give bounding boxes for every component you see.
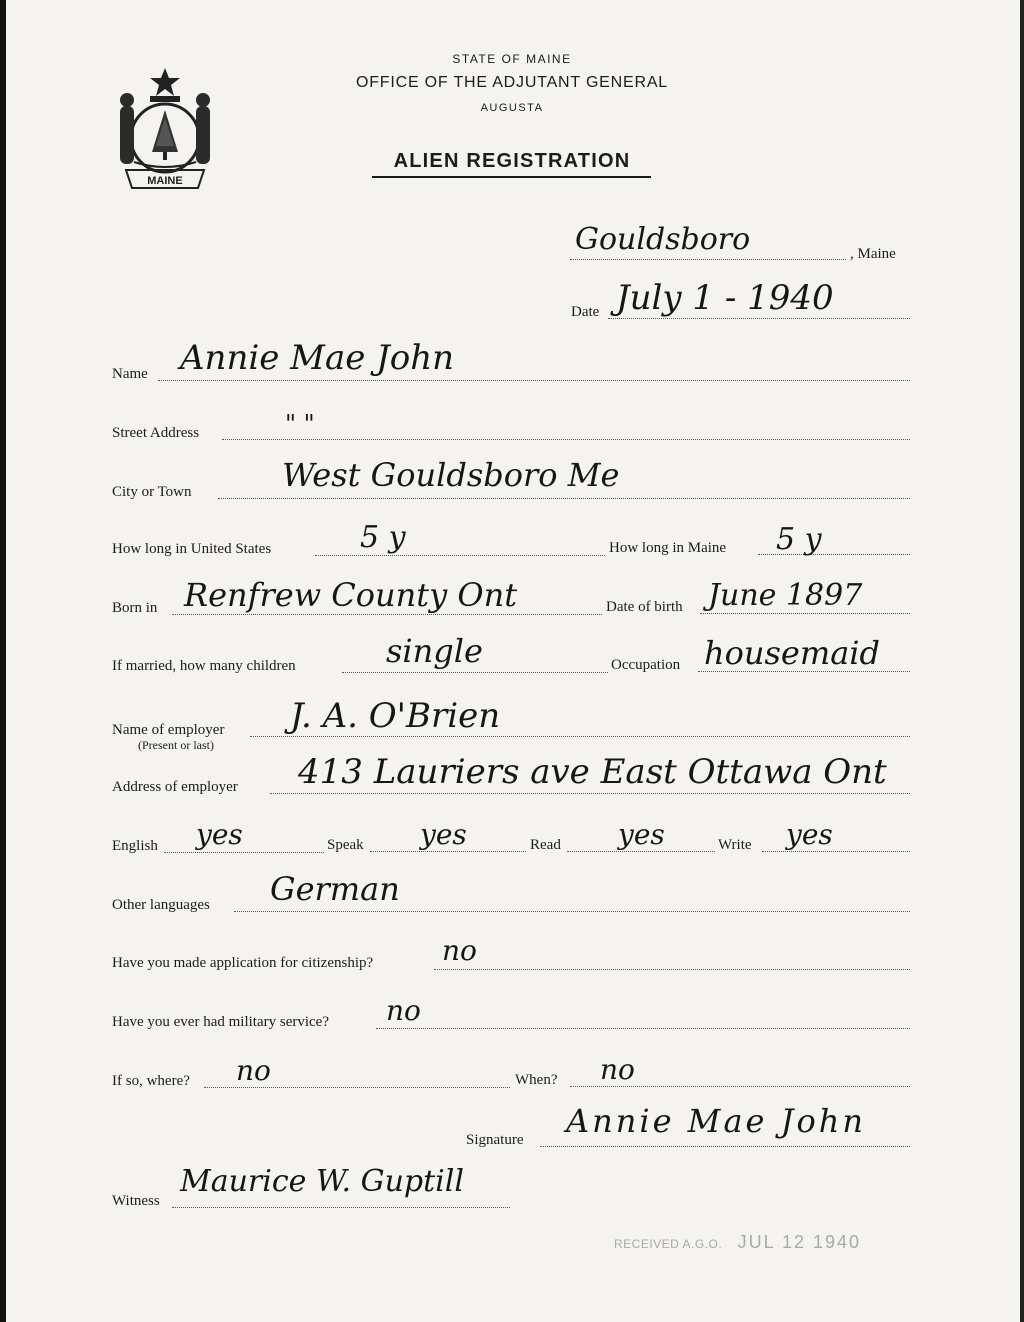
- name-line: [158, 380, 910, 381]
- street-value: " ": [285, 410, 315, 438]
- speak-label: Speak: [327, 837, 364, 853]
- read-value: yes: [618, 818, 665, 851]
- witness-line: [172, 1207, 510, 1208]
- dob-value: June 1897: [708, 578, 863, 613]
- write-label: Write: [718, 837, 752, 853]
- employer-value: J. A. O'Brien: [290, 696, 501, 736]
- employer-address-label: Address of employer: [112, 779, 238, 795]
- long-maine-label: How long in Maine: [609, 540, 727, 556]
- english-label: English: [112, 838, 158, 854]
- speak-line: [370, 851, 526, 852]
- town-line: [570, 259, 846, 260]
- read-label: Read: [530, 837, 561, 853]
- witness-label: Witness: [112, 1193, 160, 1209]
- other-lang-label: Other languages: [112, 897, 210, 913]
- city-value: West Gouldsboro Me: [282, 456, 620, 494]
- long-us-value: 5 y: [360, 520, 406, 555]
- header-office: OFFICE OF THE ADJUTANT GENERAL: [355, 74, 669, 91]
- city-line: [218, 498, 910, 499]
- title-underline: [372, 176, 651, 178]
- occupation-label: Occupation: [611, 657, 681, 673]
- speak-value: yes: [420, 818, 467, 851]
- citizenship-line: [434, 969, 910, 970]
- header-city: AUGUSTA: [480, 102, 544, 114]
- long-maine-value: 5 y: [776, 522, 822, 557]
- name-value: Annie Mae John: [180, 338, 455, 378]
- born-label: Born in: [112, 600, 158, 616]
- english-line: [164, 852, 324, 853]
- seal-text: MAINE: [147, 175, 183, 187]
- write-value: yes: [786, 818, 833, 851]
- employer-note: (Present or last): [138, 738, 214, 752]
- name-label: Name: [112, 366, 148, 382]
- received-stamp: [614, 1232, 861, 1253]
- signature-label: Signature: [466, 1132, 524, 1148]
- english-value: yes: [196, 818, 243, 851]
- citizenship-label: Have you made application for citizenship?: [112, 955, 374, 971]
- citizenship-value: no: [442, 934, 477, 967]
- signature-value: Annie Mae John: [566, 1102, 866, 1140]
- where-value: no: [236, 1054, 271, 1087]
- employer-address-value: 413 Lauriers ave East Ottawa Ont: [298, 752, 887, 792]
- write-line: [762, 851, 910, 852]
- employer-label: Name of employer: [112, 722, 225, 738]
- date-line: [608, 318, 910, 319]
- military-label: Have you ever had military service?: [112, 1014, 329, 1030]
- other-lang-value: German: [270, 870, 400, 908]
- military-value: no: [386, 994, 421, 1027]
- children-line: [342, 672, 608, 673]
- long-us-label: How long in United States: [112, 541, 272, 557]
- when-value: no: [600, 1053, 635, 1086]
- stamp-date: JUL 12 1940: [737, 1232, 862, 1252]
- date-label: Date: [571, 304, 600, 320]
- signature-line: [540, 1146, 910, 1147]
- maine-label: , Maine: [850, 246, 896, 262]
- employer-address-line: [270, 793, 910, 794]
- when-line: [570, 1086, 910, 1087]
- header-state: STATE OF MAINE: [452, 52, 572, 66]
- where-label: If so, where?: [112, 1073, 190, 1089]
- street-line: [222, 439, 910, 440]
- occupation-value: housemaid: [704, 634, 880, 672]
- children-value: single: [386, 632, 483, 670]
- read-line: [567, 851, 715, 852]
- dob-label: Date of birth: [606, 599, 683, 615]
- military-line: [376, 1028, 910, 1029]
- town-value: Gouldsboro: [575, 222, 751, 257]
- form-title: ALIEN REGISTRATION: [393, 150, 631, 172]
- other-lang-line: [234, 911, 910, 912]
- when-label: When?: [515, 1072, 558, 1088]
- stamp-received: RECEIVED A.G.O.: [614, 1237, 723, 1251]
- long-us-line: [315, 555, 605, 556]
- born-line: [172, 614, 602, 615]
- witness-value: Maurice W. Guptill: [180, 1164, 464, 1199]
- children-label: If married, how many children: [112, 658, 296, 674]
- born-value: Renfrew County Ont: [184, 576, 518, 614]
- dob-line: [700, 613, 910, 614]
- where-line: [204, 1087, 510, 1088]
- date-value: July 1 - 1940: [616, 278, 834, 318]
- employer-line: [250, 736, 910, 737]
- city-label: City or Town: [112, 484, 192, 500]
- street-label: Street Address: [112, 425, 200, 441]
